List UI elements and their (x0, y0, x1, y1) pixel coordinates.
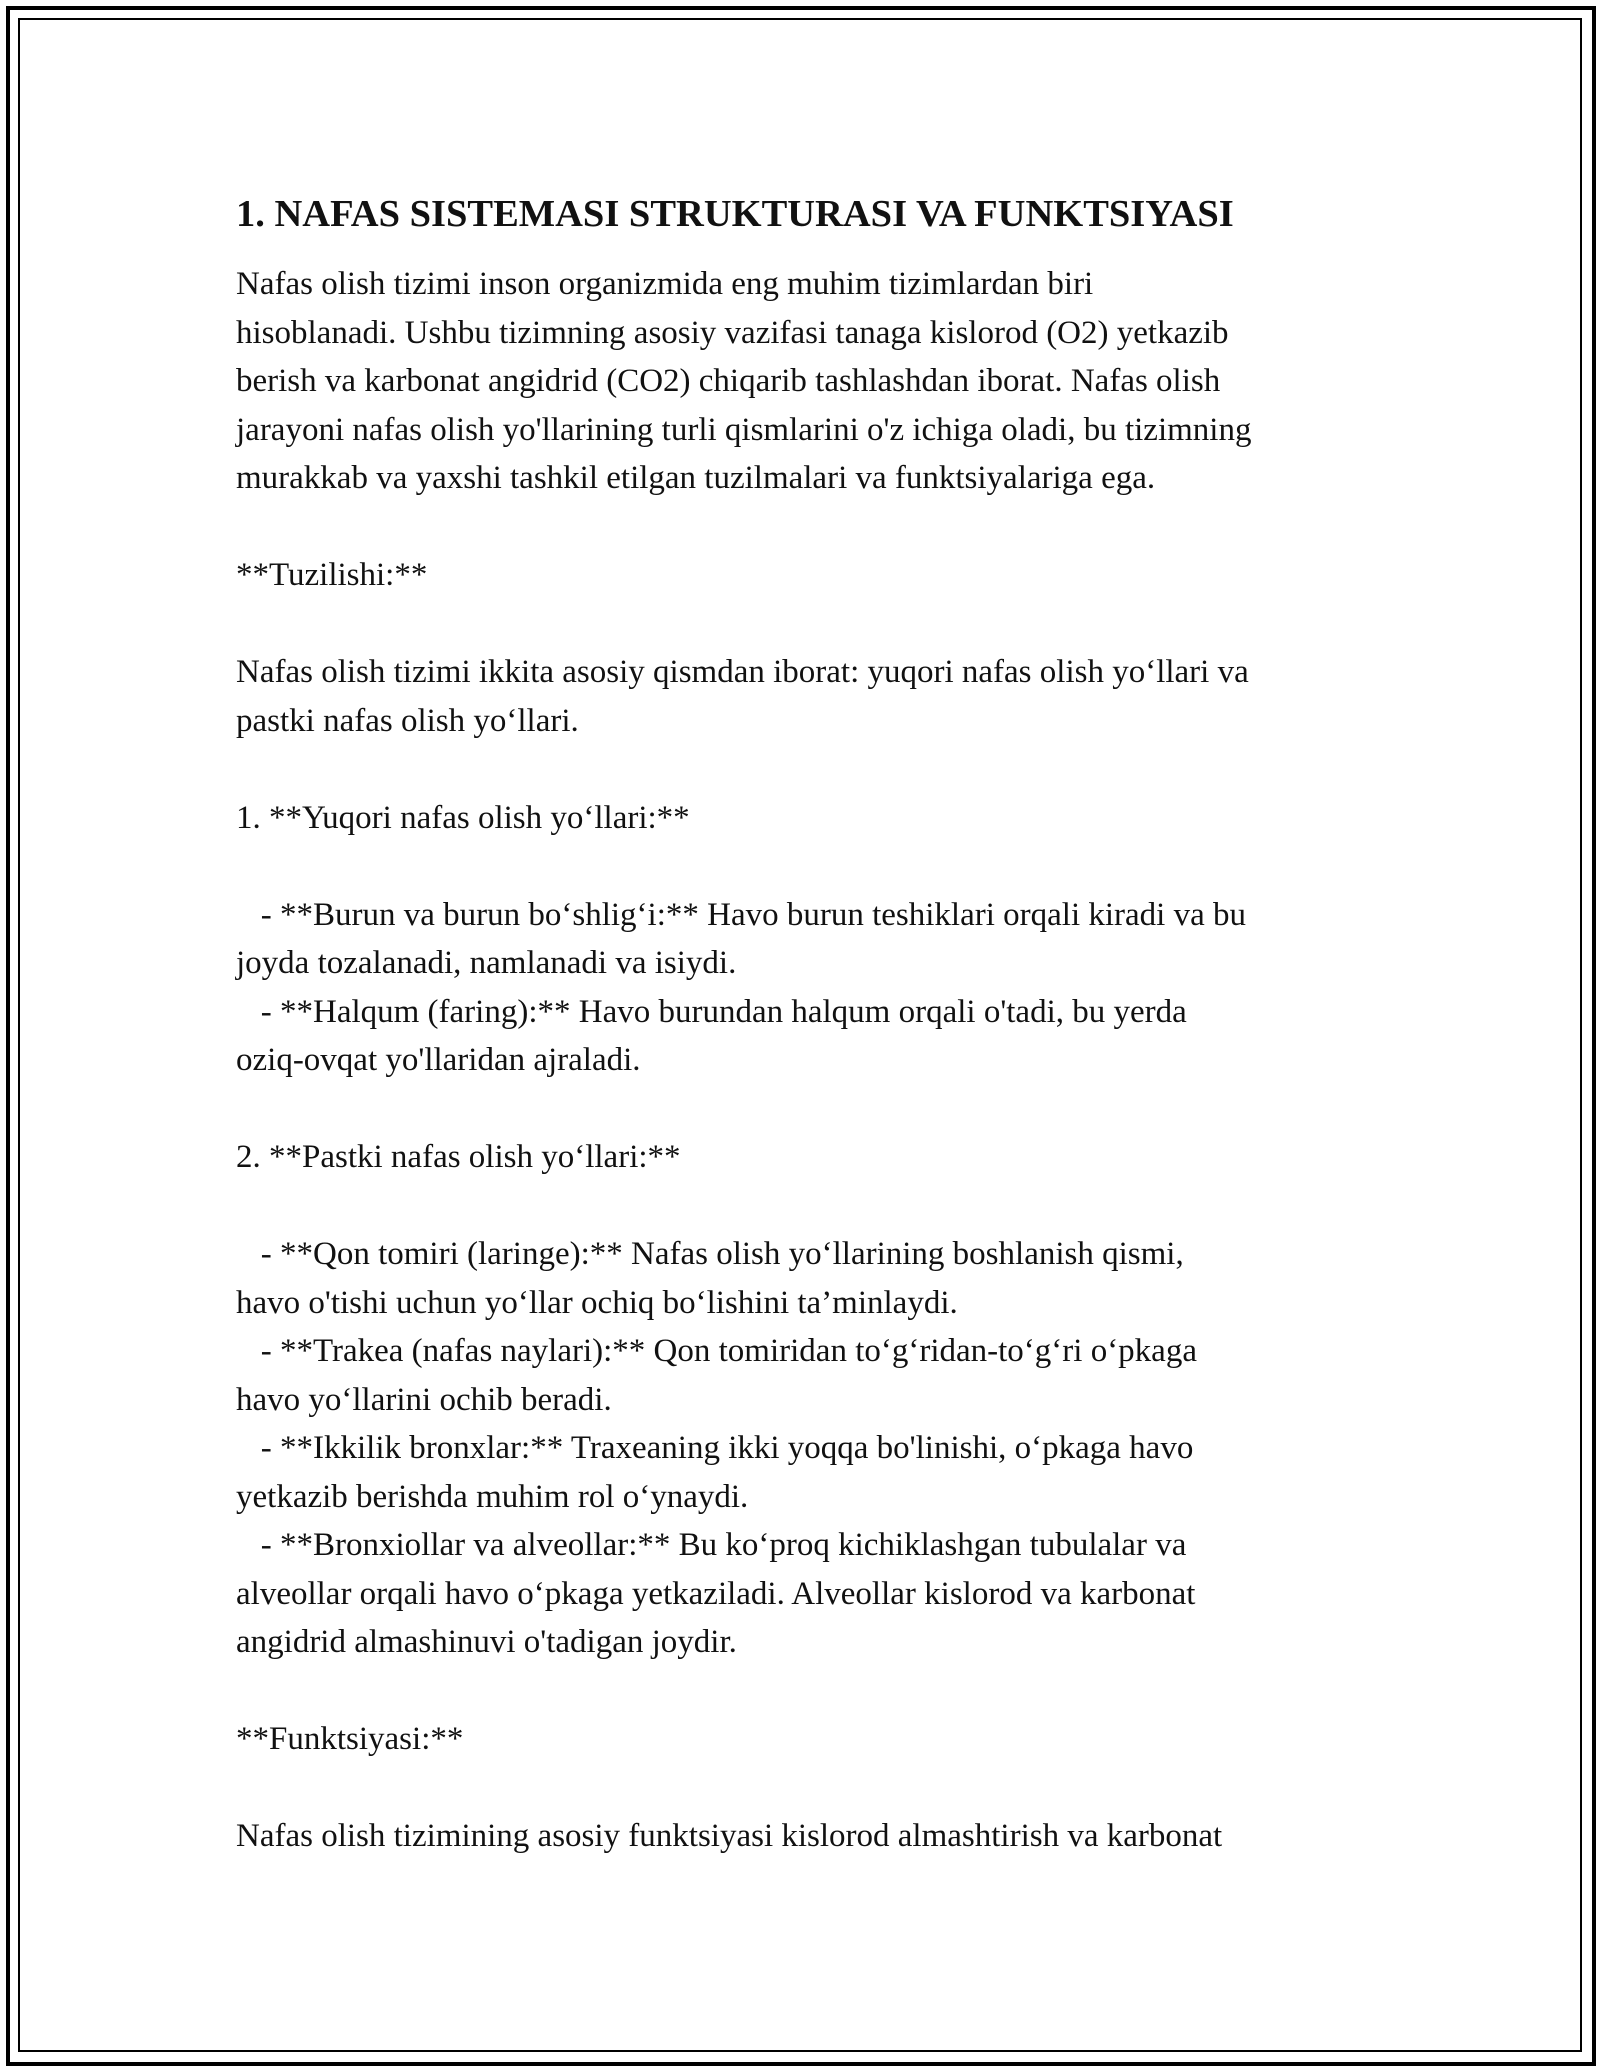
text-line: - **Burun va burun bo‘shlig‘i:** Havo burun teshiklari orqali kiradi va bu (236, 896, 1246, 933)
text-line: murakkab va yaxshi tashkil etilgan tuzilmalari va funktsiyalariga ega. (236, 460, 1156, 496)
text-line: oziq-ovqat yo'llaridan ajraladi. (236, 1042, 641, 1078)
text-line: angidrid almashinuvi o'tadigan joydir. (236, 1624, 737, 1660)
paragraph (236, 891, 1386, 1085)
blank-line (236, 1182, 1386, 1231)
paragraph (236, 1812, 1386, 1861)
text-line: Nafas olish tizimining asosiy funktsiyasi kislorod almashtirish va karbonat (236, 1818, 1223, 1854)
blank-line (236, 1085, 1386, 1134)
document-text (236, 260, 1386, 1861)
text-line: - **Ikkilik bronxlar:** Traxeaning ikki yoqqa bo'linishi, o‘pkaga havo (236, 1430, 1194, 1466)
text-line: 1. **Yuqori nafas olish yo‘llari:** (236, 799, 690, 836)
text-line: joyda tozalanadi, namlanadi va isiydi. (236, 945, 737, 981)
blank-line (236, 842, 1386, 891)
text-line: - **Bronxiollar va alveollar:** Bu ko‘proq kichiklashgan tubulalar va (236, 1527, 1187, 1563)
text-line: - **Halqum (faring):** Havo burundan halqum orqali o'tadi, bu yerda (236, 993, 1187, 1030)
text-line: - **Trakea (nafas naylari):** Qon tomiridan to‘g‘ridan-to‘g‘ri o‘pkaga (236, 1333, 1197, 1369)
text-line: jarayoni nafas olish yo'llarining turli qismlarini o'z ichiga oladi, bu tizimning (236, 411, 1252, 448)
blank-line (236, 1764, 1386, 1813)
paragraph (236, 1133, 1386, 1182)
text-line: berish va karbonat angidrid (CO2) chiqarib tashlashdan iborat. Nafas olish (236, 363, 1221, 399)
text-line: Nafas olish tizimi ikkita asosiy qismdan iborat: yuqori nafas olish yo‘llari va (236, 654, 1249, 690)
text-line: yetkazib berishda muhim rol o‘ynaydi. (236, 1478, 749, 1515)
text-line: havo o'tishi uchun yo‘llar ochiq bo‘lishini ta’minlaydi. (236, 1284, 958, 1321)
document-body (236, 188, 1386, 1861)
paragraph (236, 551, 1386, 600)
paragraph (236, 648, 1386, 745)
paragraph (236, 260, 1386, 503)
document-heading: 1. NAFAS SISTEMASI STRUKTURASI VA FUNKTSIYASI (236, 193, 1234, 235)
text-line: 2. **Pastki nafas olish yo‘llari:** (236, 1139, 681, 1175)
paragraph (236, 794, 1386, 843)
text-line: hisoblanadi. Ushbu tizimning asosiy vazifasi tanaga kislorod (O2) yetkazib (236, 314, 1229, 351)
blank-line (236, 503, 1386, 552)
text-line: alveollar orqali havo o‘pkaga yetkaziladi. Alveollar kislorod va karbonat (236, 1575, 1196, 1612)
blank-line (236, 1667, 1386, 1716)
paragraph (236, 1715, 1386, 1764)
text-line: **Tuzilishi:** (236, 557, 428, 593)
text-line: **Funktsiyasi:** (236, 1721, 464, 1757)
text-line: pastki nafas olish yo‘llari. (236, 702, 579, 739)
text-line: - **Qon tomiri (laringe):** Nafas olish yo‘llarining boshlanish qismi, (236, 1236, 1184, 1272)
text-line: havo yo‘llarini ochib beradi. (236, 1381, 612, 1418)
blank-line (236, 600, 1386, 649)
blank-line (236, 745, 1386, 794)
text-line: Nafas olish tizimi inson organizmida eng muhim tizimlardan biri (236, 266, 1094, 302)
paragraph (236, 1230, 1386, 1667)
